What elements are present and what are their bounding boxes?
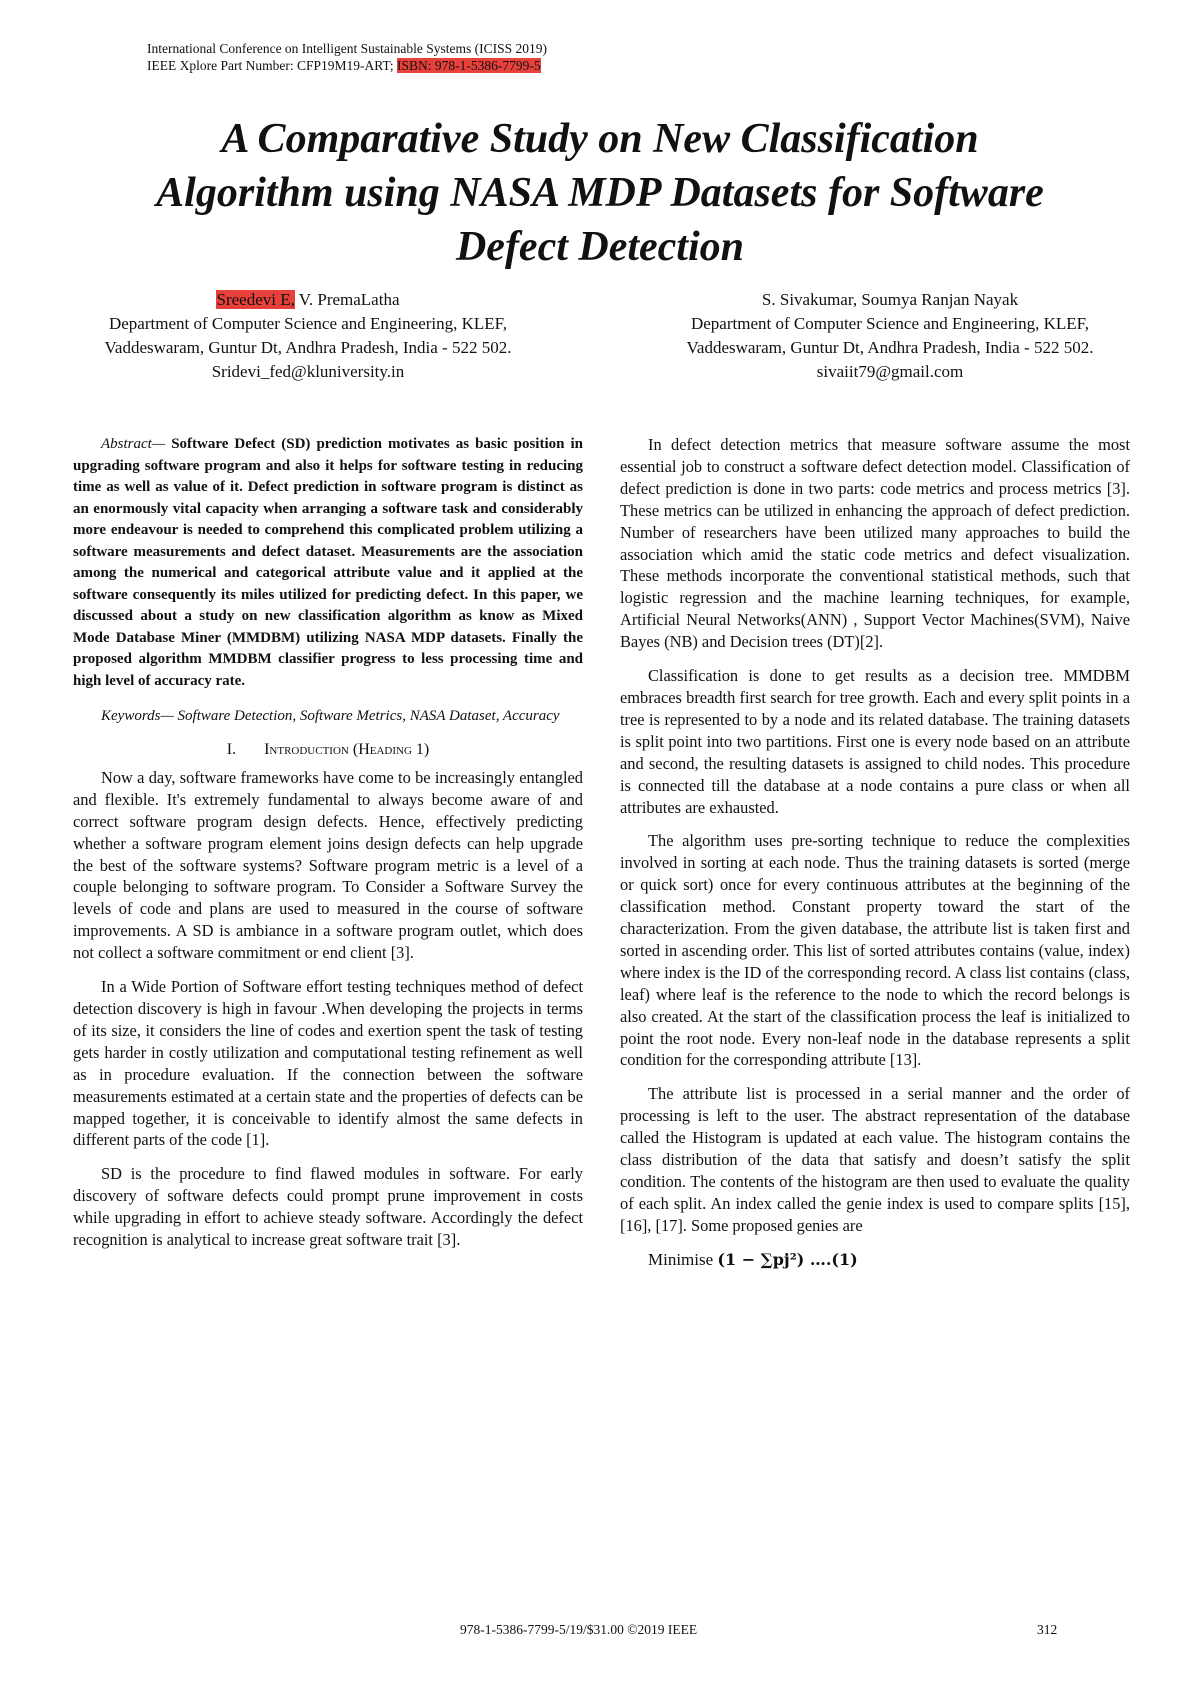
author-names-2: S. Sivakumar, Soumya Ranjan Nayak: [761, 290, 1019, 309]
title-line-1: A Comparative Study on New Classification: [221, 116, 979, 162]
paragraph: The attribute list is processed in a serial manner and the order of processing is left to the user. The abstract representation of the database called the Histogram is updated at each value. The histogram contains the class distribution of the data that satisfy and doesn’t satisfy the split condition. The contents of the histogram are then used to evaluate the quality of each split. An index called the genie index is used to compare splits [15], [16], [17]. Some proposed genies are: [620, 1084, 1130, 1235]
page-number: 312: [1037, 1622, 1058, 1637]
part-number-line: [147, 57, 547, 74]
abstract: [73, 434, 583, 692]
conference-line: International Conference on Intelligent Sustainable Systems (ICISS 2019): [147, 41, 548, 56]
author-dept-2: Department of Computer Science and Engineering, KLEF,: [690, 314, 1090, 333]
author-highlight: Sreedevi E,: [216, 290, 295, 309]
author-address-2: Vaddeswaram, Guntur Dt, Andhra Pradesh, India - 522 502.: [686, 338, 1094, 357]
left-column: [73, 434, 583, 1263]
author-coauthor: V. PremaLatha: [294, 290, 400, 309]
author-address-1: Vaddeswaram, Guntur Dt, Andhra Pradesh, India - 522 502.: [104, 338, 512, 357]
section-heading: [73, 739, 583, 761]
paper-title: [60, 112, 1140, 274]
author-block-2: [630, 288, 1150, 384]
section-title: Introduction (Heading 1): [264, 741, 430, 758]
author-dept-1: Department of Computer Science and Engineering, KLEF,: [108, 314, 508, 333]
paragraph: In defect detection metrics that measure software assume the most essential job to construct a software defect detection model. Classification of defect prediction is done in two parts: code metrics and process metrics [3]. These metrics can be utilized in enhancing the approach of defect prediction. Number of researchers have been utilized many approaches to build the association which amid the static code metrics and defect visualization. These methods incorporate the conventional statistical methods, such that logistic regression and the machine learning techniques, for example, Artificial Neural Networks(ANN) , Support Vector Machines(SVM), Naive Bayes (NB) and Decision trees (DT)[2].: [620, 435, 1130, 652]
copyright: 978-1-5386-7799-5/19/$31.00 ©2019 IEEE: [460, 1622, 698, 1637]
paragraph: Classification is done to get results as a decision tree. MMDBM embraces breadth first search for tree growth. Each and every split points in a tree is represented to by a node and its related database. The training datasets is split point into two partitions. First one is every node based on an attribute and second, the resulting datasets is assigned to child nodes. This procedure is connected till the database at a node contains a pure class or when all attributes are exhausted.: [620, 666, 1130, 817]
equation-expression: (1 − ∑pj²) ….(1): [717, 1249, 858, 1269]
title-line-2: Algorithm using NASA MDP Datasets for Software: [156, 170, 1044, 216]
equation-label: Minimise: [648, 1249, 714, 1269]
paragraph: In a Wide Portion of Software effort testing techniques method of defect detection discovery is high in favour .When developing the projects in terms of its size, it considers the line of codes and exertion spent the task of testing gets harder in costly utilization and computational testing refinement as well as in procedure evaluation. If the connection between the software measurements estimated at a certain state and the properties of defects can be mapped together, it is conceivable to identify almost the same defects in different parts of the code [1].: [73, 977, 583, 1150]
author-block-1: [48, 288, 568, 384]
title-line-3: Defect Detection: [455, 224, 745, 270]
paragraph: SD is the procedure to find flawed modules in software. For early discovery of software defects could prompt prune improvement in costs while upgrading in effort to achieve steady software. Accordingly the defect recognition is analytical to increase great software trait [3].: [73, 1164, 583, 1250]
isbn-highlight: ISBN: 978-1-5386-7799-5: [397, 58, 541, 73]
equation: [620, 1249, 1130, 1271]
section-number: I.: [226, 741, 237, 758]
paragraph: Now a day, software frameworks have come to be increasingly entangled and flexible. It's extremely fundamental to always become aware of and correct software program design defects. Hence, effectively predicting whether a software program element joins design defects can help upgrade the best of the software systems? Software program metric is a level of a couple belonging to software program. To Consider a Software Survey the levels of code and plans are used to measured in the course of software improvements. A SD is ambiance in a software program outlet, which does not collect a software commitment or end client [3].: [73, 767, 583, 963]
abstract-text: Software Defect (SD) prediction motivates as basic position in upgrading software program and also it helps for software testing in reducing time as well as value of it. Defect prediction in software program is distinct as an enormously vital capacity when arranging a software task and considerably more endeavour is needed to comprehend this complicated problem utilizing a software measurements and defect dataset. Measurements are the association among the numerical and categorical attribute value and it applied at the software consequently its miles utilized for predicting defect. In this paper, we discussed about a study on new classification algorithm as know as Mixed Mode Database Miner (MMDBM) utilizing NASA MDP datasets. Finally the proposed algorithm MMDBM classifier progress to less processing time and high level of accuracy rate.: [73, 436, 583, 689]
author-names-1: [48, 288, 568, 312]
author-email-2: sivaiit79@gmail.com: [816, 362, 964, 381]
abstract-label: Abstract—: [101, 436, 166, 452]
keywords: Keywords— Software Detection, Software Metrics, NASA Dataset, Accuracy: [101, 708, 560, 724]
author-email-1: Sridevi_fed@kluniversity.in: [211, 362, 405, 381]
part-number: IEEE Xplore Part Number: CFP19M19-ART;: [147, 58, 398, 73]
paragraph: The algorithm uses pre-sorting technique to reduce the complexities involved in sorting at each node. Thus the training datasets is sorted (merge or quick sort) once for every continuous attributes at the beginning of the classification method. Constant property toward the start of the characterization. From the given database, the attribute list is taken first and sorted in ascending order. This list of sorted attributes contains (value, index) where index is the ID of the corresponding record. A class list contains (class, leaf) where leaf is the reference to the node to which the record belongs is also created. At the start of the classification process the leaf is initialized to point the root node. Every non-leaf node in the database represents a split condition for the corresponding attribute [13].: [620, 831, 1130, 1070]
right-column: [620, 434, 1130, 1271]
conference-header: [147, 40, 547, 74]
